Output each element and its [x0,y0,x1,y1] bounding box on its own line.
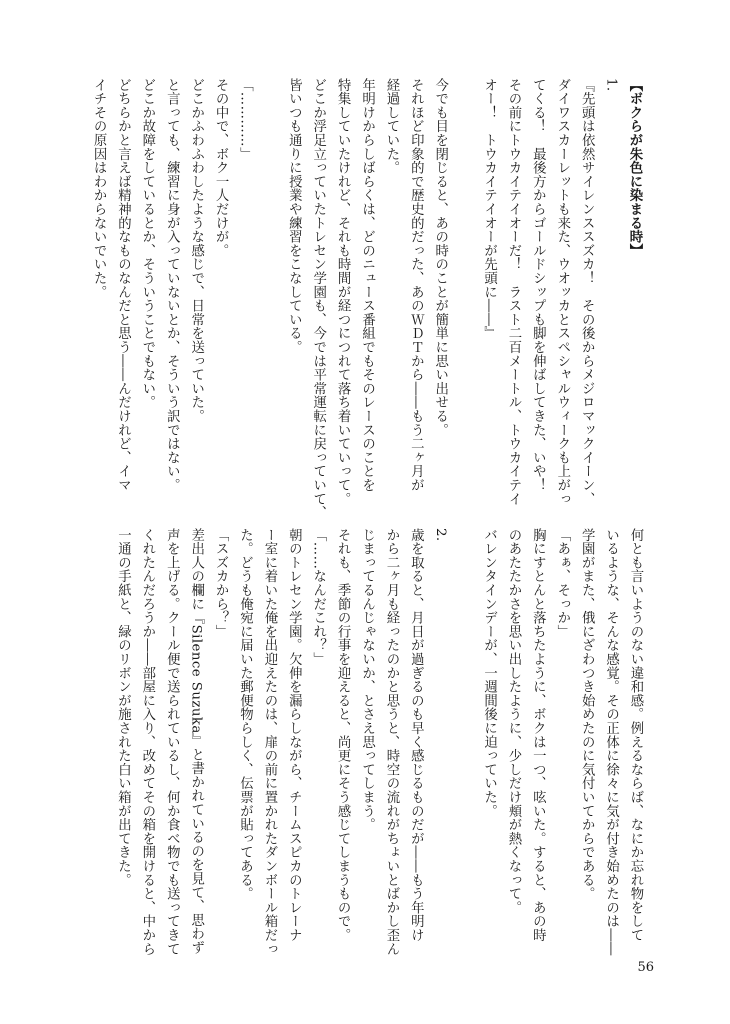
text-line: 声を上げる。クール便で送られているし、何か食べ物でも送ってきて [164,528,180,956]
text-line: ダイワスカーレットも来た、ウオッカとスペシャルウィークも上がっ [554,78,570,506]
text-line: から二ヶ月も経ったのかと思うと、時空の流れがちょいとばかし歪ん [383,528,399,956]
text-line: オー！ トウカイテイオーが先頭に――』 [481,78,497,341]
text-line: じまってるんじゃないか、とさえ思ってしまう。 [359,528,375,832]
text-line: 「あぁ、そっか」 [554,528,570,639]
text-line: てくる！ 最後方からゴールドシップも脚を伸ばしてきた、いや！ [530,78,546,492]
text-line: 『先頭は依然サイレンススズカ！ その後からメジロマックイーン、 [579,78,595,506]
text-line: 学園がまた、俄にざわつき始めたのに気付いてからである。 [579,528,595,901]
story-text-top [91,78,647,520]
text-line: どこかふわふわしたような感じで、日常を送っていた。 [188,78,204,423]
text-line: 一通の手紙と、緑のリボンが施された白い箱が出てきた。 [115,528,131,887]
page-number: 56 [637,960,654,975]
text-line [452,528,476,928]
text-line: どこか故障をしているとか、そういうことでもない。 [139,78,155,410]
text-line: イチその原因はわからないでいた。 [91,78,107,299]
text-line: ー室に着いた俺を出迎えたのは、扉の前に置かれたダンボール箱だっ [261,528,277,956]
text-line: 「…………」 [237,78,253,161]
text-line: どこか浮足立っていたトレセン学園も、今では平常運転に戻っていて、 [310,78,326,520]
text-line: その前にトウカイテイオーだ！ ラスト二百メートル、トウカイテイ [505,78,521,506]
text-line: それほど印象的で歴史的だった、あのＷＤＴから――もう二ヶ月が [408,78,424,492]
text-line: 経過していた。 [383,78,399,175]
text-line: 「……なんだこれ？」 [310,528,326,666]
text-line: 差出人の欄に『Silence Suzuka』と書かれているのを見て、思わず [188,528,204,955]
story-text-bottom [107,528,647,956]
text-line: のあたたかさを思い出したように、少しだけ頬が熱くなって。 [505,528,521,915]
text-line: どちらかと言えば精神的なものなんだと思う――んだけれど、イマ [115,78,131,492]
text-line: 胸にすとんと落ちたように、ボクは一つ、呟いた。すると、あの時 [530,528,546,942]
text-line: 朝のトレセン学園。欠伸を漏らしながら、チームスピカのトレーナ [286,528,302,942]
text-line: くれたんだろうか――部屋に入り、改めてその箱を開けると、中から [139,528,155,956]
text-line: バレンタインデーが、一週間後に迫っていた。 [481,528,497,818]
text-line: と言っても、練習に身が入っていないとか、そういう訳ではない。 [164,78,180,492]
text-line: 特集していたけれど、それも時間が経つにつれて落ち着いていって。 [335,78,351,506]
text-line: 今でも目を閉じると、あの時のことが簡単に思い出せる。 [432,78,448,437]
text-line: 2. [432,528,448,542]
text-line: いるような、そんな感覚。その正体に徐々に気が付き始めたのは―― [603,528,619,956]
text-line: 【ボクらが朱色に染まる時】 [627,78,643,258]
text-line: た。どうも俺宛に届いた郵便物らしく、伝票が貼ってある。 [237,528,253,901]
text-line: 「スズカから？」 [213,528,229,639]
text-line: 皆いつも通りに授業や練習をこなしている。 [286,78,302,354]
text-line: 何とも言いようのない違和感。例えるならば、なにか忘れ物をして [628,528,643,942]
text-line: 歳を取ると、月日が過ぎるのも早く感じるものだが――もう年明け [408,528,424,942]
text-line [257,78,281,478]
text-line: 年明けからしばらくは、どのニュース番組でもそのレースのことを [359,78,375,492]
text-line: その中で、ボク一人だけが。 [213,78,229,258]
text-line: それも、季節の行事を迎えると、尚更にそう感じてしまうもので。 [335,528,351,942]
text-line: 1. [603,78,619,92]
text-line [452,78,476,478]
